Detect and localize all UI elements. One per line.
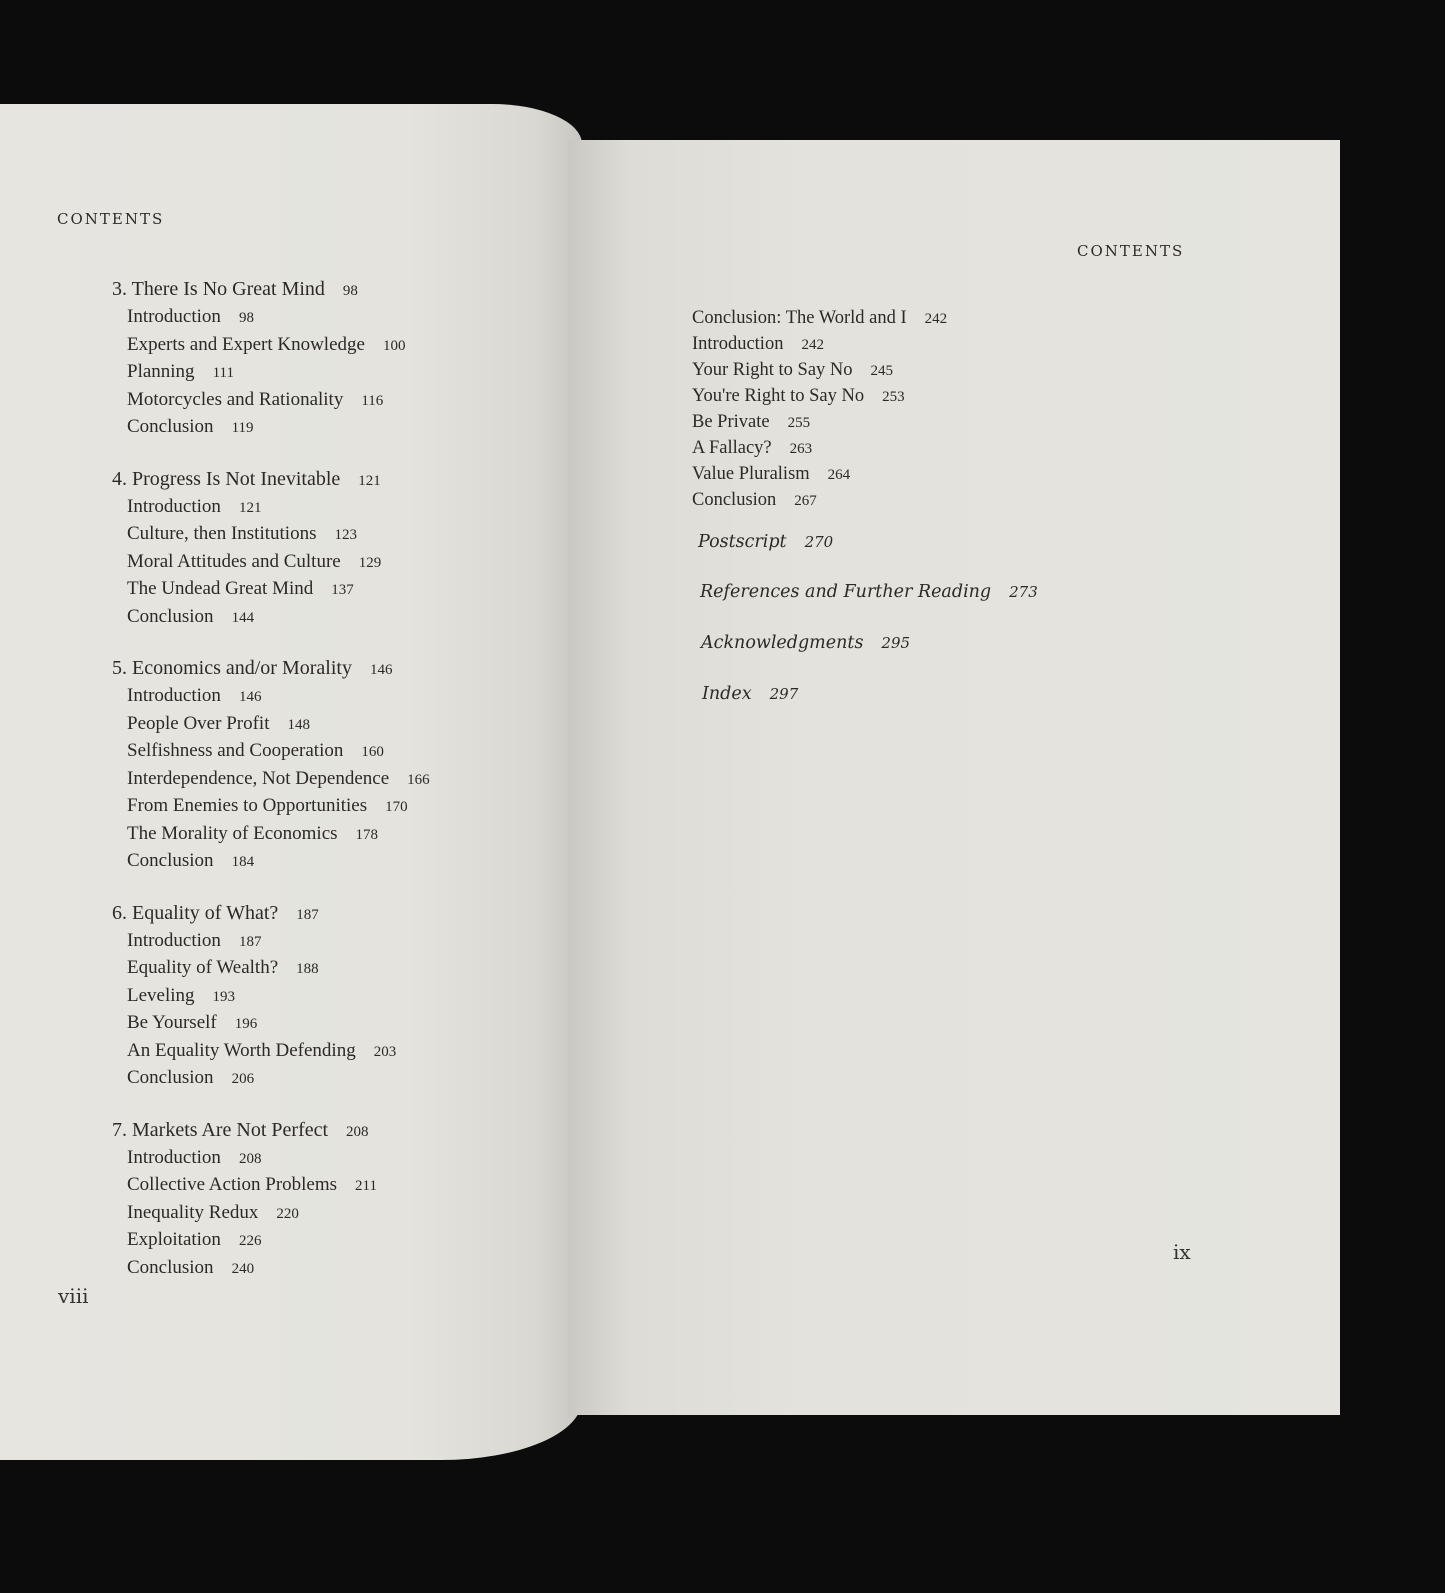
toc-section: Introduction 208 (127, 1146, 262, 1168)
toc-section: Moral Attitudes and Culture 129 (127, 550, 382, 572)
left-folio: viii (58, 1284, 89, 1308)
left-running-head: CONTENTS (57, 210, 165, 228)
left-toc (112, 276, 430, 1306)
toc-section: Value Pluralism 264 (692, 464, 851, 484)
conclusion-chapter-title: Conclusion: The World and I 242 (692, 308, 948, 328)
toc-section: Inequality Redux 220 (127, 1201, 299, 1223)
toc-section: Conclusion 144 (127, 605, 255, 627)
toc-section: From Enemies to Opportunities 170 (127, 795, 408, 816)
toc-chapter (112, 466, 430, 632)
toc-section: Introduction 242 (692, 334, 824, 354)
toc-section: Leveling 193 (127, 984, 236, 1006)
toc-section: Conclusion 206 (127, 1067, 255, 1088)
toc-acknowledgments: Acknowledgments 295 (701, 633, 911, 653)
toc-postscript: Postscript 270 (698, 532, 834, 552)
toc-section: Introduction 98 (127, 306, 254, 327)
toc-section: You're Right to Say No 253 (692, 386, 905, 406)
right-toc (692, 306, 947, 514)
toc-section: People Over Profit 148 (127, 712, 310, 734)
toc-section: Be Private 255 (692, 412, 811, 432)
toc-chapter (112, 900, 430, 1093)
toc-section: Conclusion 184 (127, 850, 255, 871)
toc-section: The Morality of Economics 178 (127, 822, 379, 844)
toc-chapter (112, 1117, 430, 1283)
toc-section: Conclusion 119 (127, 416, 254, 437)
chapter-title: 3. There Is No Great Mind 98 (112, 278, 358, 300)
chapter-title: 6. Equality of What? 187 (112, 901, 319, 924)
left-page (0, 104, 582, 1460)
toc-section: Experts and Expert Knowledge 100 (127, 333, 406, 355)
toc-section: Motorcycles and Rationality 116 (127, 388, 384, 410)
toc-section: The Undead Great Mind 137 (127, 578, 354, 599)
toc-section: Your Right to Say No 245 (692, 360, 894, 380)
chapter-title: 5. Economics and/or Morality 146 (112, 657, 393, 679)
toc-section: Introduction 121 (127, 495, 262, 517)
toc-section: Conclusion 267 (692, 490, 817, 510)
toc-section: Introduction 146 (127, 685, 262, 706)
toc-references: References and Further Reading 273 (700, 582, 1038, 602)
toc-section: Be Yourself 196 (127, 1012, 258, 1033)
right-page (568, 140, 1340, 1415)
toc-chapter (112, 655, 430, 876)
toc-section: Conclusion 240 (127, 1256, 255, 1278)
toc-chapter (112, 276, 430, 442)
toc-section: Interdependence, Not Dependence 166 (127, 767, 430, 789)
toc-section: An Equality Worth Defending 203 (127, 1039, 397, 1061)
toc-section: Introduction 187 (127, 929, 262, 951)
toc-section: Exploitation 226 (127, 1229, 262, 1250)
toc-section: Culture, then Institutions 123 (127, 523, 357, 544)
toc-section: Equality of Wealth? 188 (127, 957, 319, 978)
toc-section: A Fallacy? 263 (692, 438, 813, 458)
toc-section: Planning 111 (127, 361, 234, 382)
toc-section: Selfishness and Cooperation 160 (127, 740, 384, 761)
chapter-title: 4. Progress Is Not Inevitable 121 (112, 467, 381, 490)
chapter-title: 7. Markets Are Not Perfect 208 (112, 1118, 369, 1141)
toc-section: Collective Action Problems 211 (127, 1174, 377, 1195)
right-folio: ix (1173, 1240, 1191, 1264)
toc-index: Index 297 (702, 684, 799, 704)
right-running-head: CONTENTS (1077, 242, 1185, 260)
